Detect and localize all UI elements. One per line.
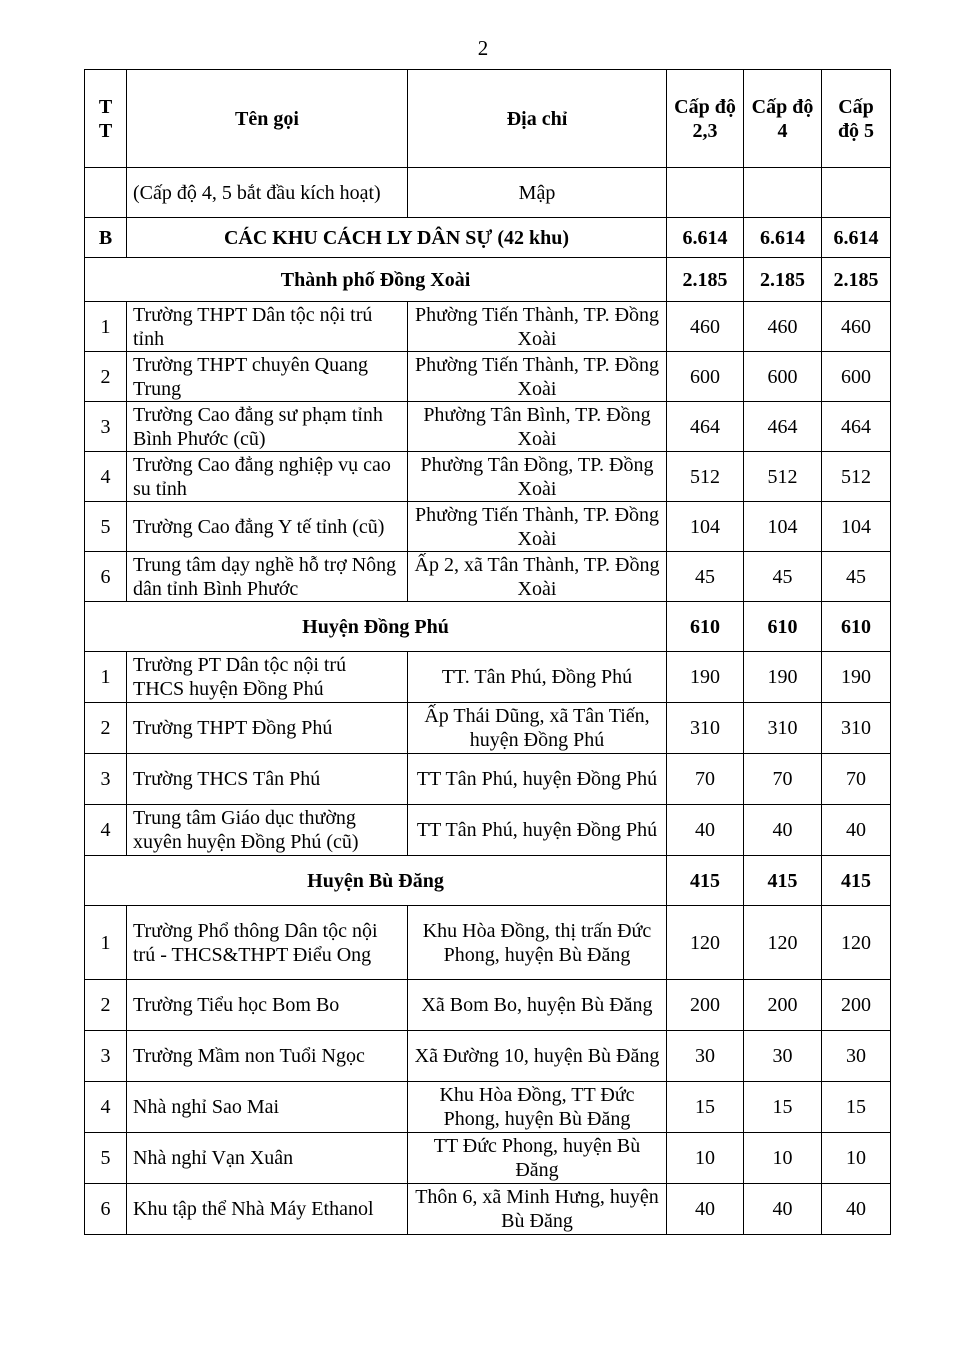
group-level-5: 415 [822,856,891,906]
row-tt: 2 [85,980,127,1031]
row-address: Xã Đường 10, huyện Bù Đăng [408,1031,667,1082]
row-name: Trung tâm dạy nghề hỗ trợ Nông dân tỉnh Bình Phước [127,552,408,602]
table-row [85,1082,891,1133]
row-name: Trường Phổ thông Dân tộc nội trú - THCS&THPT Điểu Ong [127,906,408,980]
row-level-5: 200 [822,980,891,1031]
row-level-4: 464 [744,402,822,452]
row-address: Phường Tiến Thành, TP. Đồng Xoài [408,502,667,552]
row-tt: 6 [85,552,127,602]
row-level-4: 70 [744,754,822,805]
row-level-4: 512 [744,452,822,502]
row-level-2-3: 310 [667,703,744,754]
row-name: Trường THPT chuyên Quang Trung [127,352,408,402]
row-address: TT Tân Phú, huyện Đồng Phú [408,805,667,856]
row-tt: 6 [85,1184,127,1235]
row-level-5: 40 [822,1184,891,1235]
row-level-5: 15 [822,1082,891,1133]
row-level-4: 600 [744,352,822,402]
header-level-5: Cấp độ 5 [822,70,891,168]
table-row [85,352,891,402]
table-row [85,906,891,980]
row-level-2-3: 40 [667,1184,744,1235]
row-level-4: 10 [744,1133,822,1184]
row-tt: 4 [85,805,127,856]
row-level-5: 40 [822,805,891,856]
row-tt: 3 [85,402,127,452]
row-name: Trường Mầm non Tuổi Ngọc [127,1031,408,1082]
row-tt: 1 [85,906,127,980]
carryover-level-2-3 [667,168,744,218]
table-row [85,502,891,552]
row-address: TT Đức Phong, huyện Bù Đăng [408,1133,667,1184]
table-row [85,552,891,602]
carryover-level-5 [822,168,891,218]
group-level-2-3: 610 [667,602,744,652]
section-b-row [85,218,891,258]
carryover-level-4 [744,168,822,218]
table-row [85,402,891,452]
row-level-4: 40 [744,805,822,856]
group-level-4: 415 [744,856,822,906]
row-level-2-3: 464 [667,402,744,452]
row-level-2-3: 40 [667,805,744,856]
carryover-tt [85,168,127,218]
row-address: TT Tân Phú, huyện Đồng Phú [408,754,667,805]
group-level-5: 2.185 [822,258,891,302]
row-address: Ấp 2, xã Tân Thành, TP. Đồng Xoài [408,552,667,602]
carryover-row [85,168,891,218]
row-address: Phường Tiến Thành, TP. Đồng Xoài [408,302,667,352]
group-title: Huyện Đồng Phú [85,602,667,652]
section-b-level-5: 6.614 [822,218,891,258]
row-level-5: 512 [822,452,891,502]
row-level-2-3: 190 [667,652,744,703]
group-level-2-3: 2.185 [667,258,744,302]
row-address: TT. Tân Phú, Đồng Phú [408,652,667,703]
row-tt: 5 [85,1133,127,1184]
group-title: Huyện Bù Đăng [85,856,667,906]
row-level-2-3: 10 [667,1133,744,1184]
section-b-level-2-3: 6.614 [667,218,744,258]
table-row [85,1133,891,1184]
row-level-5: 45 [822,552,891,602]
row-tt: 4 [85,452,127,502]
row-level-4: 120 [744,906,822,980]
row-name: Trường Cao đẳng nghiệp vụ cao su tỉnh [127,452,408,502]
row-address: Phường Tân Đồng, TP. Đồng Xoài [408,452,667,502]
row-tt: 3 [85,754,127,805]
group-header-row [85,258,891,302]
table-row [85,1184,891,1235]
table-row [85,652,891,703]
row-level-2-3: 512 [667,452,744,502]
table-row [85,805,891,856]
row-address: Phường Tân Bình, TP. Đồng Xoài [408,402,667,452]
row-name: Trường THPT Dân tộc nội trú tỉnh [127,302,408,352]
row-level-5: 600 [822,352,891,402]
row-tt: 1 [85,302,127,352]
row-level-4: 200 [744,980,822,1031]
row-level-4: 45 [744,552,822,602]
row-address: Khu Hòa Đồng, thị trấn Đức Phong, huyện Bù Đăng [408,906,667,980]
header-name: Tên gọi [127,70,408,168]
page-number: 2 [477,36,489,60]
header-tt: T T [85,70,127,168]
row-level-4: 15 [744,1082,822,1133]
row-name: Trường Tiểu học Bom Bo [127,980,408,1031]
row-level-5: 10 [822,1133,891,1184]
row-name: Trung tâm Giáo dục thường xuyên huyện Đồng Phú (cũ) [127,805,408,856]
group-level-2-3: 415 [667,856,744,906]
group-level-4: 2.185 [744,258,822,302]
carryover-address: Mập [408,168,667,218]
row-level-5: 30 [822,1031,891,1082]
row-level-5: 70 [822,754,891,805]
table-row [85,703,891,754]
row-name: Trường Cao đẳng Y tế tỉnh (cũ) [127,502,408,552]
row-level-2-3: 200 [667,980,744,1031]
row-address: Phường Tiến Thành, TP. Đồng Xoài [408,352,667,402]
row-level-5: 190 [822,652,891,703]
group-level-4: 610 [744,602,822,652]
row-address: Thôn 6, xã Minh Hưng, huyện Bù Đăng [408,1184,667,1235]
section-b-level-4: 6.614 [744,218,822,258]
row-address: Ấp Thái Dũng, xã Tân Tiến, huyện Đồng Phú [408,703,667,754]
row-tt: 5 [85,502,127,552]
row-name: Nhà nghỉ Vạn Xuân [127,1133,408,1184]
table-row [85,980,891,1031]
header-level-2-3: Cấp độ 2,3 [667,70,744,168]
row-level-4: 40 [744,1184,822,1235]
row-tt: 4 [85,1082,127,1133]
row-name: Khu tập thể Nhà Máy Ethanol [127,1184,408,1235]
row-name: Trường THPT Đồng Phú [127,703,408,754]
group-header-row [85,856,891,906]
table-row [85,302,891,352]
header-row [85,70,891,168]
row-level-2-3: 460 [667,302,744,352]
row-address: Xã Bom Bo, huyện Bù Đăng [408,980,667,1031]
row-name: Trường PT Dân tộc nội trú THCS huyện Đồng Phú [127,652,408,703]
group-title: Thành phố Đồng Xoài [85,258,667,302]
row-tt: 2 [85,352,127,402]
row-level-2-3: 120 [667,906,744,980]
row-level-2-3: 45 [667,552,744,602]
row-name: Trường Cao đẳng sư phạm tỉnh Bình Phước (cũ) [127,402,408,452]
row-level-4: 460 [744,302,822,352]
row-level-5: 460 [822,302,891,352]
section-b-title: CÁC KHU CÁCH LY DÂN SỰ (42 khu) [127,218,667,258]
header-address: Địa chỉ [408,70,667,168]
row-level-2-3: 600 [667,352,744,402]
row-level-2-3: 104 [667,502,744,552]
row-level-4: 310 [744,703,822,754]
row-name: Trường THCS Tân Phú [127,754,408,805]
carryover-name: (Cấp độ 4, 5 bắt đầu kích hoạt) [127,168,408,218]
row-tt: 1 [85,652,127,703]
group-header-row [85,602,891,652]
row-level-2-3: 15 [667,1082,744,1133]
group-level-5: 610 [822,602,891,652]
row-level-4: 104 [744,502,822,552]
row-level-5: 464 [822,402,891,452]
row-level-4: 30 [744,1031,822,1082]
header-level-4: Cấp độ 4 [744,70,822,168]
section-b-tt: B [85,218,127,258]
table-row [85,1031,891,1082]
quarantine-table [84,69,891,1235]
row-name: Nhà nghỉ Sao Mai [127,1082,408,1133]
row-level-2-3: 30 [667,1031,744,1082]
row-tt: 2 [85,703,127,754]
row-level-2-3: 70 [667,754,744,805]
row-level-5: 104 [822,502,891,552]
row-level-4: 190 [744,652,822,703]
row-address: Khu Hòa Đồng, TT Đức Phong, huyện Bù Đăng [408,1082,667,1133]
table-row [85,754,891,805]
row-level-5: 120 [822,906,891,980]
row-level-5: 310 [822,703,891,754]
row-tt: 3 [85,1031,127,1082]
table-row [85,452,891,502]
